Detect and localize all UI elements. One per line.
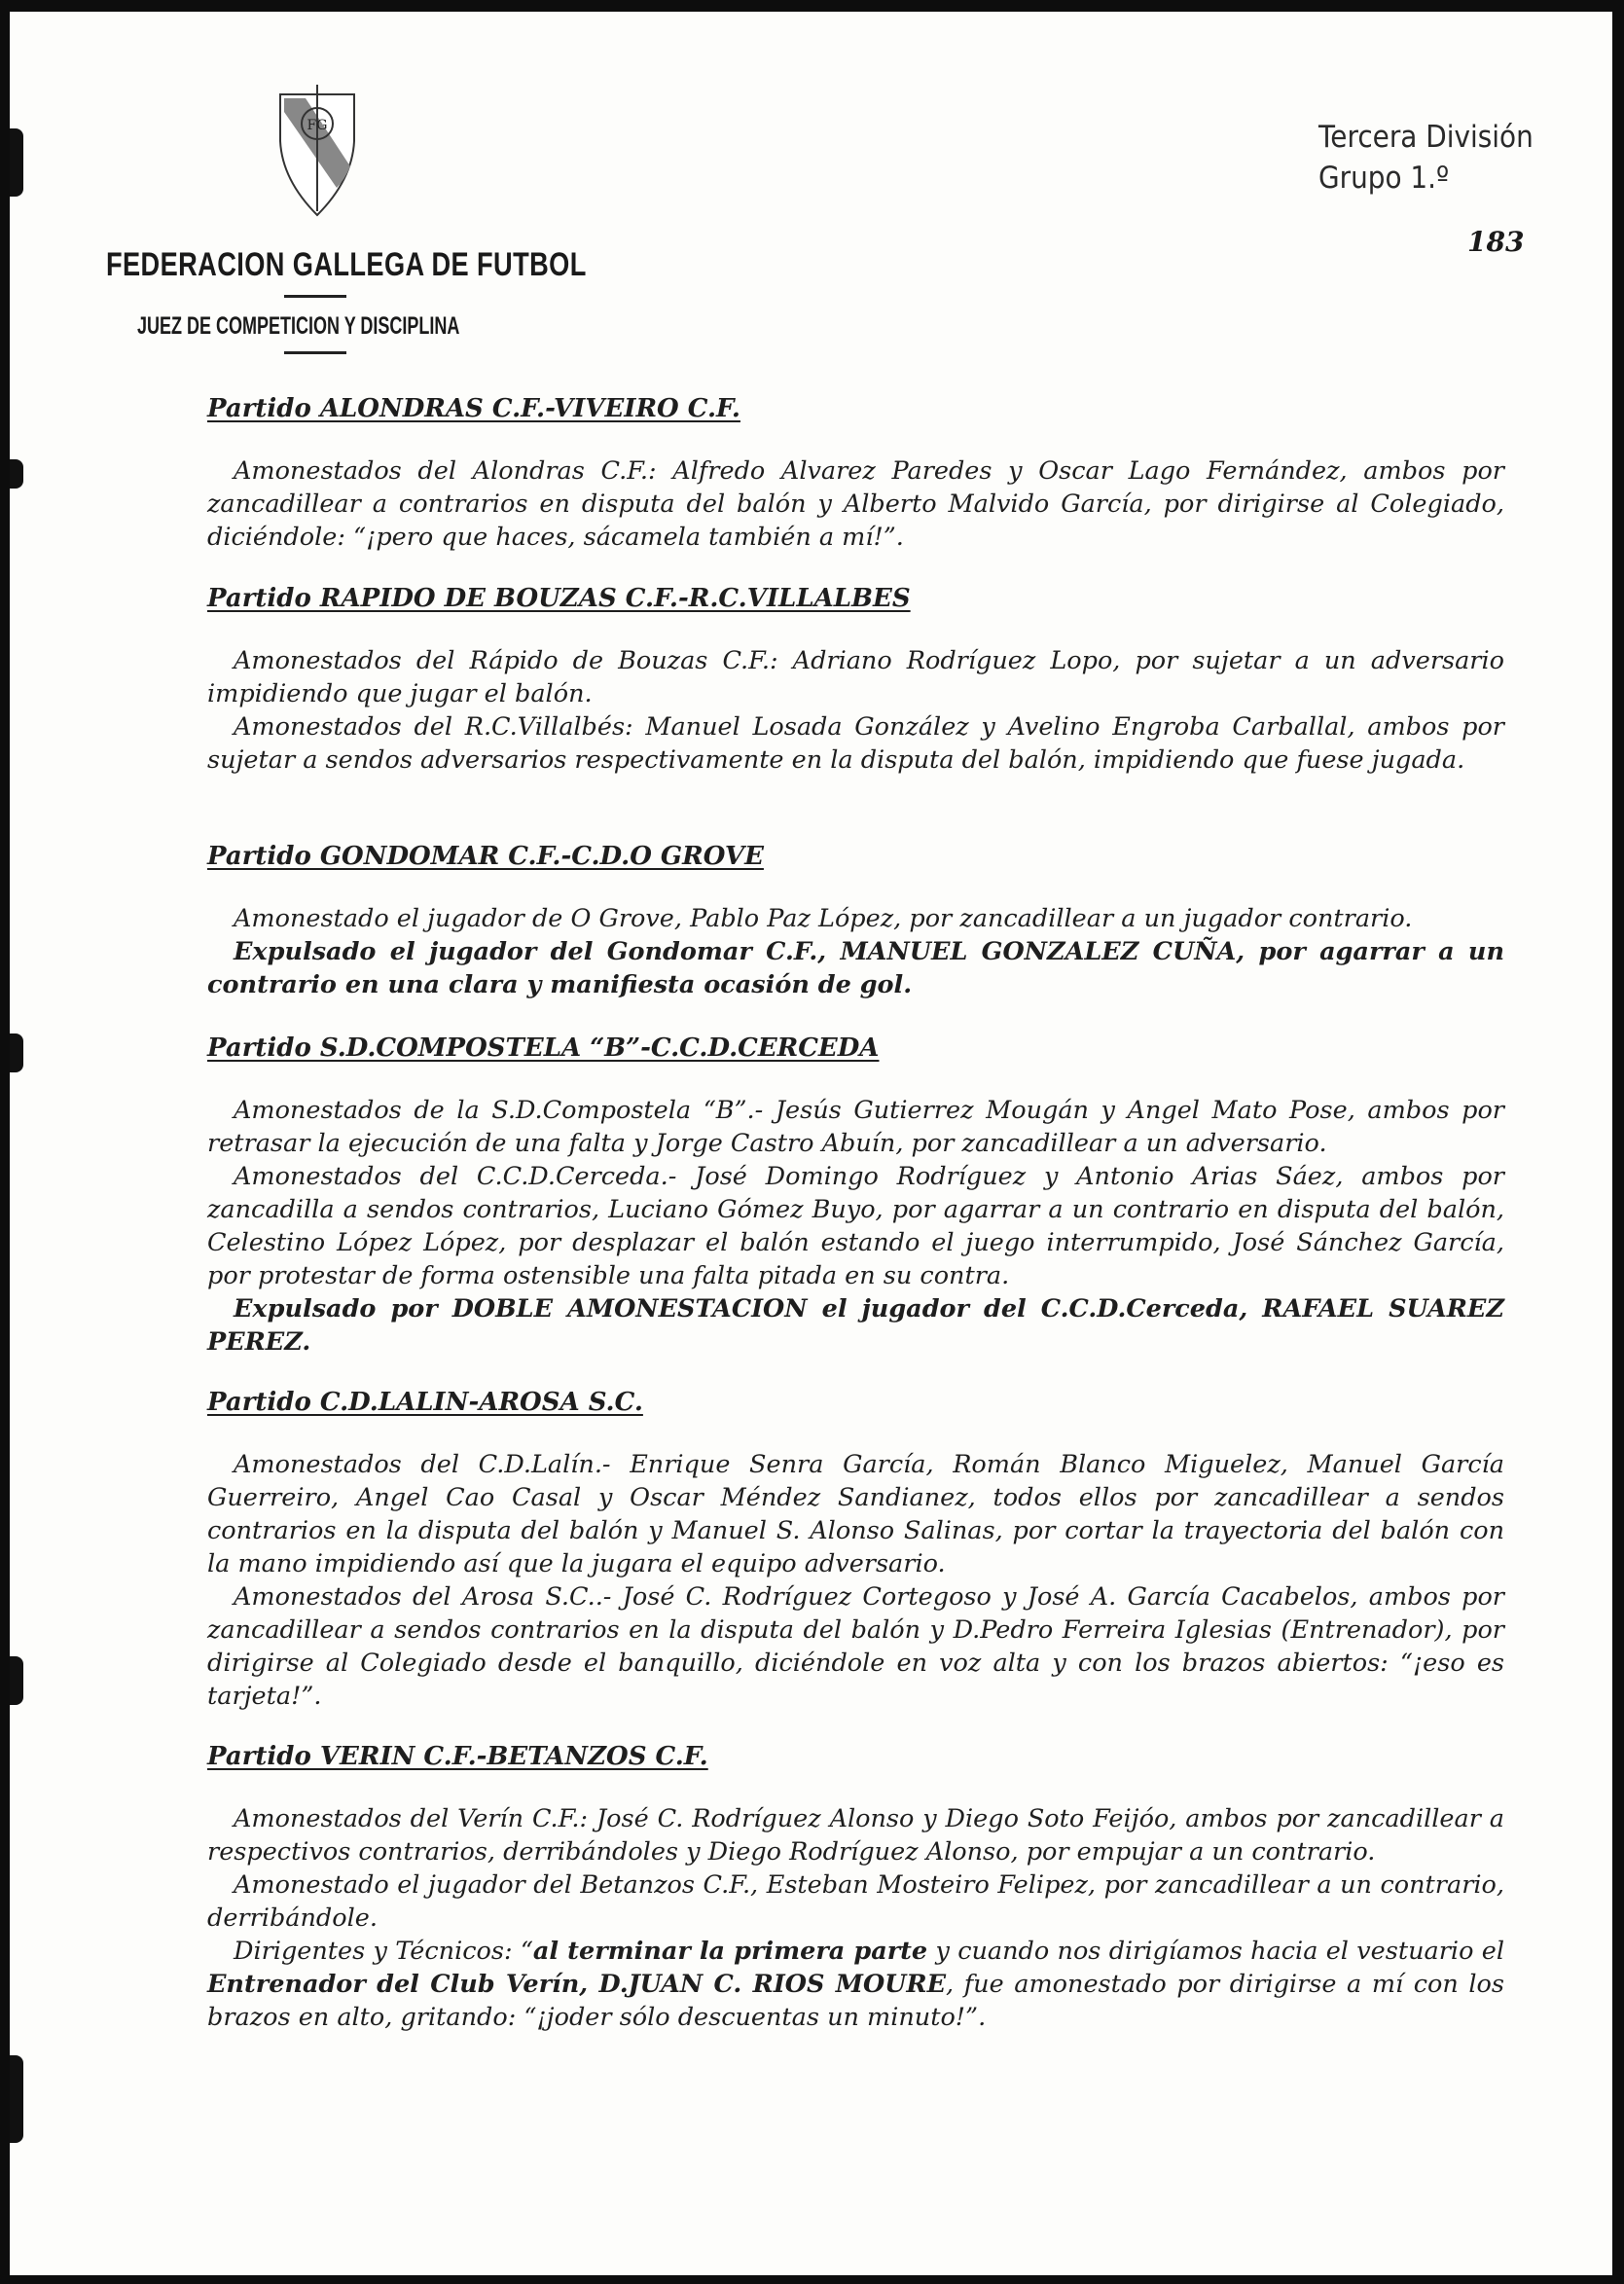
scan-edge-mark — [10, 128, 23, 197]
group-label: Grupo 1.º — [1318, 161, 1450, 196]
federation-shield-logo — [276, 83, 358, 217]
expulsion-paragraph: Expulsado el jugador del Gondomar C.F., MANUEL GONZALEZ CUÑA, por agarrar a un contrario en una clara y manifiesta ocasión de gol. — [207, 937, 1504, 999]
scan-edge-mark — [10, 1033, 23, 1072]
divider — [284, 351, 346, 354]
paragraph: Amonestados del Arosa S.C..- José C. Rodríguez Cortegoso y José A. García Cacabelos, ambos por zancadillear a sendos contrarios en la disputa del balón y D.Pedro Ferreira Iglesias (Entrenador), por dirigirse al Colegiado desde el banquillo, diciéndole en voz alta y con los brazos abiertos: “¡eso es tarjeta!”. — [207, 1582, 1504, 1711]
scan-edge-mark — [10, 2055, 23, 2143]
paragraph: Amonestados del Alondras C.F.: Alfredo Alvarez Paredes y Oscar Lago Fernández, ambos por zancadillear a contrarios en disputa del balón y Alberto Malvido García, por dirigirse al Colegiado, diciéndole: “¡pero que haces, sácamela también a mí!”. — [207, 456, 1504, 552]
paragraph: Amonestados del C.C.D.Cerceda.- José Domingo Rodríguez y Antonio Arias Sáez, ambos por zancadilla a sendos contrarios, Luciano Gómez Buyo, por agarrar a un contrario en disputa del balón, Celestino López López, por desplazar el balón estando el juego interrumpido, José Sánchez García, por protestar de forma ostensible una falta pitada en su contra. — [207, 1162, 1504, 1290]
scan-edge-mark — [10, 1656, 23, 1705]
match-section — [207, 840, 1504, 1001]
match-heading: Partido RAPIDO DE BOUZAS C.F.-R.C.VILLALBES — [207, 584, 911, 613]
department-name: JUEZ DE COMPETICION Y DISCIPLINA — [137, 312, 460, 340]
division-label: Tercera División — [1318, 120, 1534, 155]
scan-edge-mark — [10, 459, 23, 489]
match-heading: Partido VERIN C.F.-BETANZOS C.F. — [207, 1742, 708, 1771]
match-heading: Partido C.D.LALIN-AROSA S.C. — [207, 1388, 643, 1417]
organization-name: FEDERACION GALLEGA DE FUTBOL — [106, 246, 587, 283]
match-heading: Partido GONDOMAR C.F.-C.D.O GROVE — [207, 842, 764, 871]
match-section — [207, 392, 1504, 554]
text-segment: Dirigentes y Técnicos: “ — [234, 1937, 533, 1966]
text-segment: , fue amonestado por dirigirse a mí con los brazos en alto, gritando: “¡joder sólo descuentas un minuto!”. — [207, 1970, 1504, 2032]
match-section — [207, 1740, 1504, 2034]
expulsion-paragraph: Expulsado por DOBLE AMONESTACION el jugador del C.C.D.Cerceda, RAFAEL SUAREZ PEREZ. — [207, 1294, 1504, 1357]
paragraph: Amonestado el jugador del Betanzos C.F., Esteban Mosteiro Felipez, por zancadillear a un contrario, derribándole. — [207, 1870, 1504, 1933]
match-heading: Partido ALONDRAS C.F.-VIVEIRO C.F. — [207, 394, 740, 423]
svg-text:FG: FG — [307, 118, 328, 133]
officials-paragraph — [207, 1935, 1504, 2034]
paragraph: Amonestados de la S.D.Compostela “B”.- Jesús Gutierrez Mougán y Angel Mato Pose, ambos por retrasar la ejecución de una falta y Jorge Castro Abuín, por zancadillear a un adversario. — [207, 1096, 1504, 1158]
paragraph: Amonestado el jugador de O Grove, Pablo Paz López, por zancadillear a un jugador contrario. — [234, 904, 1413, 933]
paragraph: Amonestados del Verín C.F.: José C. Rodríguez Alonso y Diego Soto Feijóo, ambos por zancadillear a respectivos contrarios, derribándoles y Diego Rodríguez Alonso, por empujar a un contrario. — [207, 1804, 1504, 1867]
page-number: 183 — [1467, 226, 1525, 258]
paragraph: Amonestados del C.D.Lalín.- Enrique Senra García, Román Blanco Miguelez, Manuel García Guerreiro, Angel Cao Casal y Oscar Méndez Sandianez, todos ellos por zancadillear a sendos contrarios en la disputa del balón y Manuel S. Alonso Salinas, por cortar la trayectoria del balón con la mano impidiendo así que la jugara el equipo adversario. — [207, 1450, 1504, 1578]
divider — [284, 295, 346, 298]
match-heading: Partido S.D.COMPOSTELA “B”-C.C.D.CERCEDA — [207, 1033, 880, 1063]
division-info — [1318, 117, 1534, 199]
paragraph: Amonestados del Rápido de Bouzas C.F.: Adriano Rodríguez Lopo, por sujetar a un adversario impidiendo que jugar el balón. — [207, 646, 1504, 708]
paragraph: Amonestados del R.C.Villalbés: Manuel Losada González y Avelino Engroba Carballal, ambos por sujetar a sendos adversarios respectivamente en la disputa del balón, impidiendo que fuese jugada. — [207, 712, 1504, 775]
bold-segment: al terminar la primera parte — [532, 1937, 928, 1966]
bold-segment: Entrenador del Club Verín, D.JUAN C. RIOS MOURE — [207, 1970, 947, 1999]
match-section — [207, 1386, 1504, 1713]
match-section — [207, 582, 1504, 777]
match-section — [207, 1032, 1504, 1359]
text-segment: y cuando nos dirigíamos hacia el vestuario el — [927, 1937, 1504, 1966]
